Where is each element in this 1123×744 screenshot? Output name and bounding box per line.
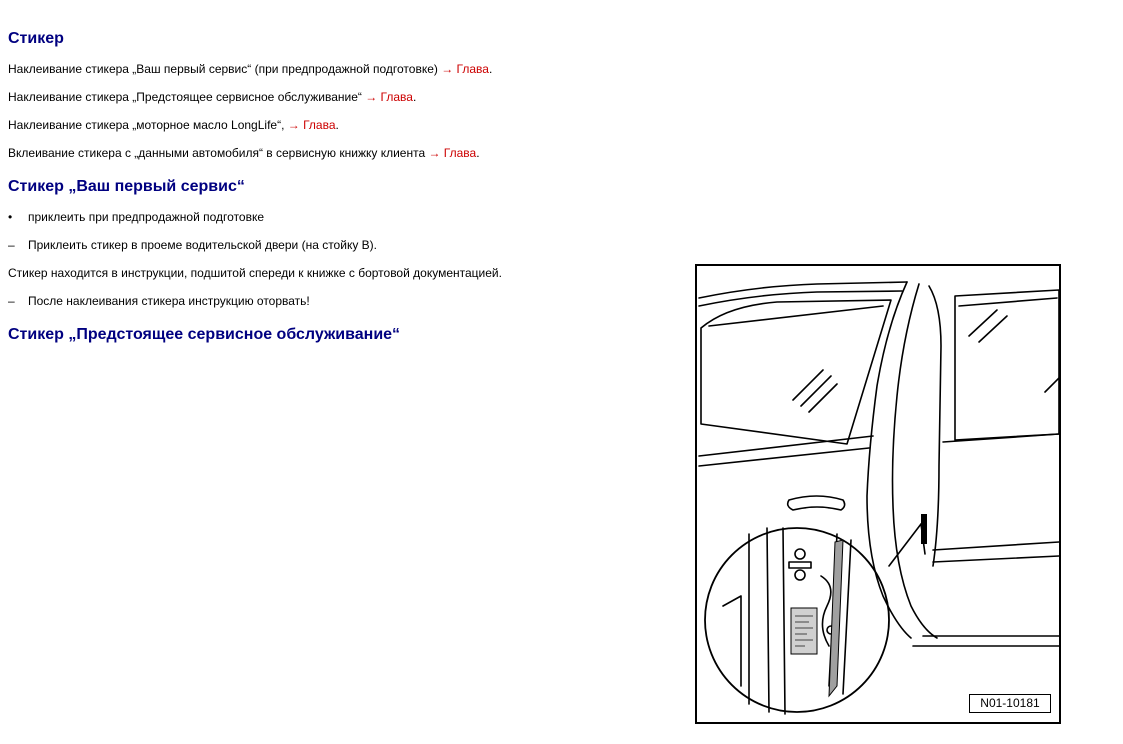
dash-marker: – <box>8 238 15 252</box>
bullet-marker: • <box>8 210 13 224</box>
sticker-item-3: Наклеивание стикера „моторное масло LongLife“, → Глава. <box>8 118 339 132</box>
dash-marker: – <box>8 294 15 308</box>
heading-sticker: Стикер <box>8 30 64 47</box>
chapter-link-3[interactable]: → Глава <box>287 118 336 132</box>
heading-first-service: Стикер „Ваш первый сервис“ <box>8 178 245 195</box>
heading-upcoming-service: Стикер „Предстоящее сервисное обслуживание“ <box>8 326 401 343</box>
step-item-1: – Приклеить стикер в проеме водительской двери (на стойку B). <box>8 238 377 252</box>
sticker-item-1: Наклеивание стикера „Ваш первый сервис“ (при предпродажной подготовке) → Глава. <box>8 62 493 76</box>
sticker-item-4: Вклеивание стикера с „данными автомобиля“ в сервисную книжку клиента → Глава. <box>8 146 480 160</box>
step-item-2: – После наклеивания стикера инструкцию оторвать! <box>8 294 310 308</box>
car-door-drawing <box>697 266 1059 722</box>
chapter-link-2[interactable]: → Глава <box>365 90 413 104</box>
figure-label: N01-10181 <box>969 694 1051 713</box>
chapter-link-1[interactable]: → Глава <box>441 62 489 76</box>
note-text: Стикер находится в инструкции, подшитой спереди к книжке с бортовой документацией. <box>8 266 502 280</box>
sticker-item-2: Наклеивание стикера „Предстоящее сервисное обслуживание“ → Глава. <box>8 90 417 104</box>
bullet-item: • приклеить при предпродажной подготовке <box>8 210 265 224</box>
chapter-link-4[interactable]: → Глава <box>428 146 477 160</box>
door-pillar-illustration <box>695 264 1061 724</box>
